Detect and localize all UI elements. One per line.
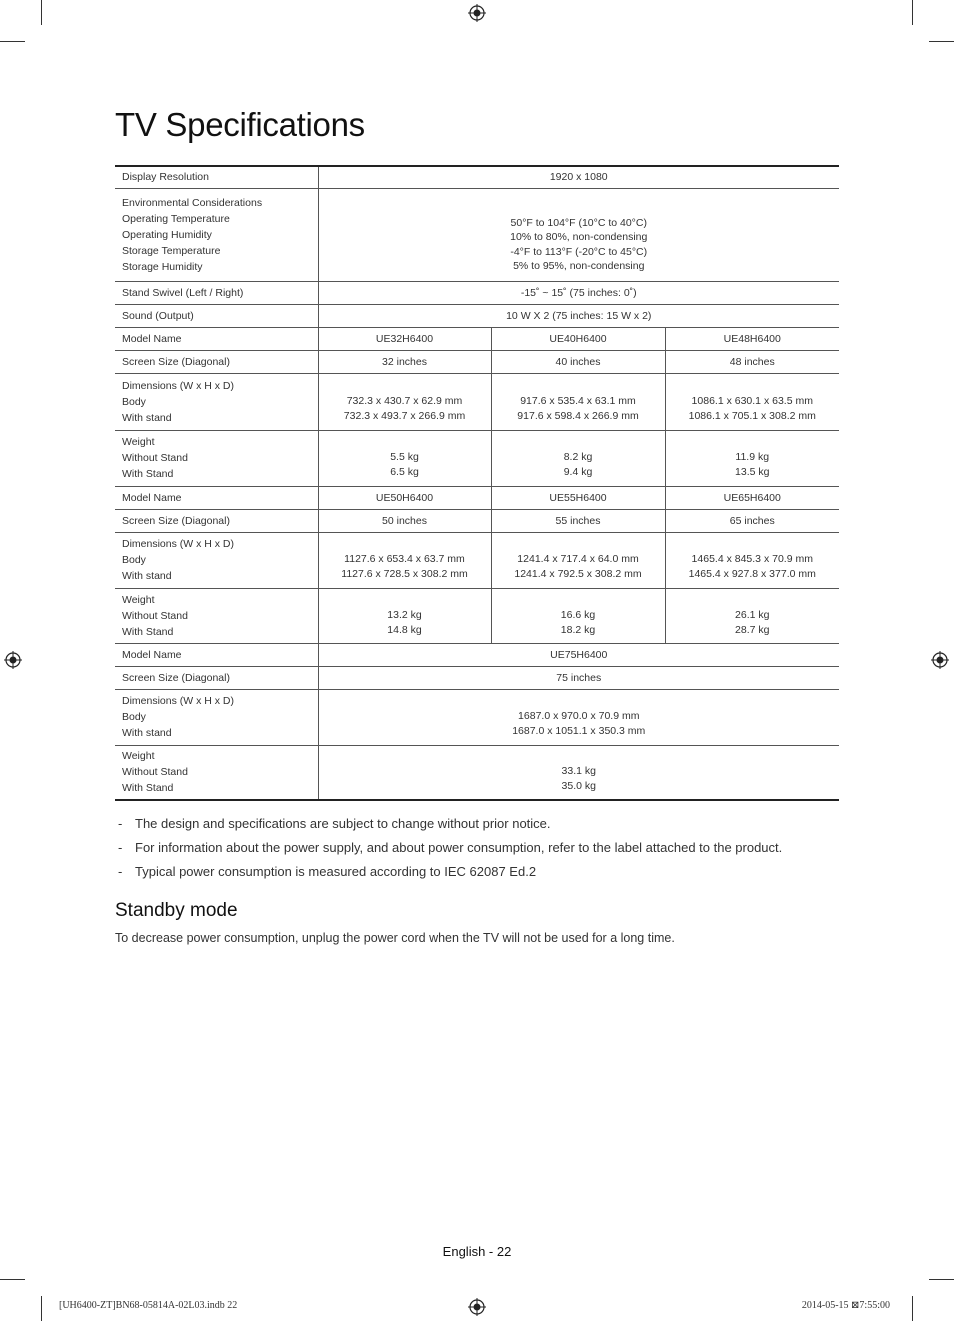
- model-name: UE32H6400: [318, 327, 491, 350]
- registration-mark-icon: [468, 4, 486, 22]
- table-row: [115, 188, 839, 281]
- standby-mode-heading: Standby mode: [115, 900, 238, 921]
- registration-mark-icon: [4, 651, 22, 669]
- table-row: [115, 304, 839, 327]
- screen-size-label: Screen Size (Diagonal): [115, 509, 318, 532]
- footer-timestamp: 2014-05-15 ⊠7:55:00: [801, 1300, 890, 1311]
- table-row: [115, 350, 839, 373]
- screen-size: 55 inches: [491, 509, 665, 532]
- weight-value: 33.1 kg 35.0 kg: [318, 745, 839, 800]
- note-text: Typical power consumption is measured according to IEC 62087 Ed.2: [135, 864, 537, 879]
- dimensions-value: 732.3 x 430.7 x 62.9 mm 732.3 x 493.7 x 266.9 mm: [318, 373, 491, 430]
- spec-table: [115, 165, 839, 801]
- table-row: [115, 166, 839, 188]
- table-row: [115, 532, 839, 588]
- model-name: UE65H6400: [665, 486, 839, 509]
- weight-value: 26.1 kg 28.7 kg: [665, 588, 839, 643]
- screen-size: 50 inches: [318, 509, 491, 532]
- table-row: [115, 509, 839, 532]
- sound-value: 10 W X 2 (75 inches: 15 W x 2): [318, 304, 839, 327]
- table-row: [115, 327, 839, 350]
- note-bullet: -: [118, 840, 123, 855]
- environment-labels: Environmental Considerations Operating Temperature Operating Humidity Storage Temperature Storage Humidity: [115, 188, 318, 281]
- table-row: [115, 281, 839, 304]
- screen-size: 65 inches: [665, 509, 839, 532]
- list-item: [115, 860, 855, 884]
- table-row: [115, 373, 839, 430]
- registration-mark-icon: [468, 1298, 486, 1316]
- dimensions-value: 1241.4 x 717.4 x 64.0 mm 1241.4 x 792.5 x 308.2 mm: [491, 532, 665, 588]
- dimensions-value: 1086.1 x 630.1 x 63.5 mm 1086.1 x 705.1 x 308.2 mm: [665, 373, 839, 430]
- model-name: UE40H6400: [491, 327, 665, 350]
- note-text: For information about the power supply, and about power consumption, refer to the label attached to the product.: [135, 840, 783, 855]
- dimensions-labels: Dimensions (W x H x D) Body With stand: [115, 373, 318, 430]
- crop-mark: [41, 1296, 42, 1321]
- notes-list: [115, 812, 855, 884]
- model-name: UE55H6400: [491, 486, 665, 509]
- dimensions-value: 1127.6 x 653.4 x 63.7 mm 1127.6 x 728.5 x 308.2 mm: [318, 532, 491, 588]
- weight-value: 5.5 kg 6.5 kg: [318, 430, 491, 486]
- stand-swivel-value: -15˚ ~ 15˚ (75 inches: 0˚): [318, 281, 839, 304]
- note-bullet: -: [118, 864, 123, 879]
- table-row: [115, 486, 839, 509]
- weight-labels: Weight Without Stand With Stand: [115, 745, 318, 800]
- note-text: The design and specifications are subject to change without prior notice.: [135, 816, 551, 831]
- page-number: English - 22: [442, 1244, 512, 1259]
- screen-size-label: Screen Size (Diagonal): [115, 666, 318, 689]
- crop-mark: [912, 0, 913, 25]
- weight-labels: Weight Without Stand With Stand: [115, 588, 318, 643]
- crop-mark: [912, 1296, 913, 1321]
- screen-size: 75 inches: [318, 666, 839, 689]
- standby-mode-text: To decrease power consumption, unplug the power cord when the TV will not be used for a long time.: [115, 931, 675, 945]
- registration-mark-icon: [931, 651, 949, 669]
- screen-size: 40 inches: [491, 350, 665, 373]
- model-name: UE48H6400: [665, 327, 839, 350]
- model-name: UE75H6400: [318, 643, 839, 666]
- page-title: TV Specifications: [115, 106, 365, 143]
- screen-size: 32 inches: [318, 350, 491, 373]
- screen-size-label: Screen Size (Diagonal): [115, 350, 318, 373]
- model-name-label: Model Name: [115, 327, 318, 350]
- screen-size: 48 inches: [665, 350, 839, 373]
- list-item: [115, 812, 855, 836]
- stand-swivel-label: Stand Swivel (Left / Right): [115, 281, 318, 304]
- weight-value: 16.6 kg 18.2 kg: [491, 588, 665, 643]
- environment-values: 50°F to 104°F (10°C to 40°C) 10% to 80%, non-condensing -4°F to 113°F (-20°C to 45°C) 5% to 95%, non-condensing: [318, 188, 839, 281]
- dimensions-labels: Dimensions (W x H x D) Body With stand: [115, 689, 318, 745]
- weight-value: 13.2 kg 14.8 kg: [318, 588, 491, 643]
- table-row: [115, 643, 839, 666]
- dimensions-labels: Dimensions (W x H x D) Body With stand: [115, 532, 318, 588]
- display-resolution-value: 1920 x 1080: [318, 166, 839, 188]
- weight-labels: Weight Without Stand With Stand: [115, 430, 318, 486]
- table-row: [115, 430, 839, 486]
- table-row: [115, 745, 839, 800]
- weight-value: 8.2 kg 9.4 kg: [491, 430, 665, 486]
- weight-value: 11.9 kg 13.5 kg: [665, 430, 839, 486]
- dimensions-value: 1465.4 x 845.3 x 70.9 mm 1465.4 x 927.8 x 377.0 mm: [665, 532, 839, 588]
- table-row: [115, 588, 839, 643]
- table-row: [115, 689, 839, 745]
- footer-file-name: [UH6400-ZT]BN68-05814A-02L03.indb 22: [59, 1300, 238, 1311]
- crop-mark: [929, 1279, 954, 1280]
- model-name: UE50H6400: [318, 486, 491, 509]
- crop-mark: [0, 41, 25, 42]
- model-name-label: Model Name: [115, 486, 318, 509]
- dimensions-value: 1687.0 x 970.0 x 70.9 mm 1687.0 x 1051.1 x 350.3 mm: [318, 689, 839, 745]
- model-name-label: Model Name: [115, 643, 318, 666]
- display-resolution-label: Display Resolution: [115, 166, 318, 188]
- sound-label: Sound (Output): [115, 304, 318, 327]
- crop-mark: [929, 41, 954, 42]
- table-row: [115, 666, 839, 689]
- list-item: [115, 836, 855, 860]
- crop-mark: [0, 1279, 25, 1280]
- crop-mark: [41, 0, 42, 25]
- note-bullet: -: [118, 816, 123, 831]
- dimensions-value: 917.6 x 535.4 x 63.1 mm 917.6 x 598.4 x 266.9 mm: [491, 373, 665, 430]
